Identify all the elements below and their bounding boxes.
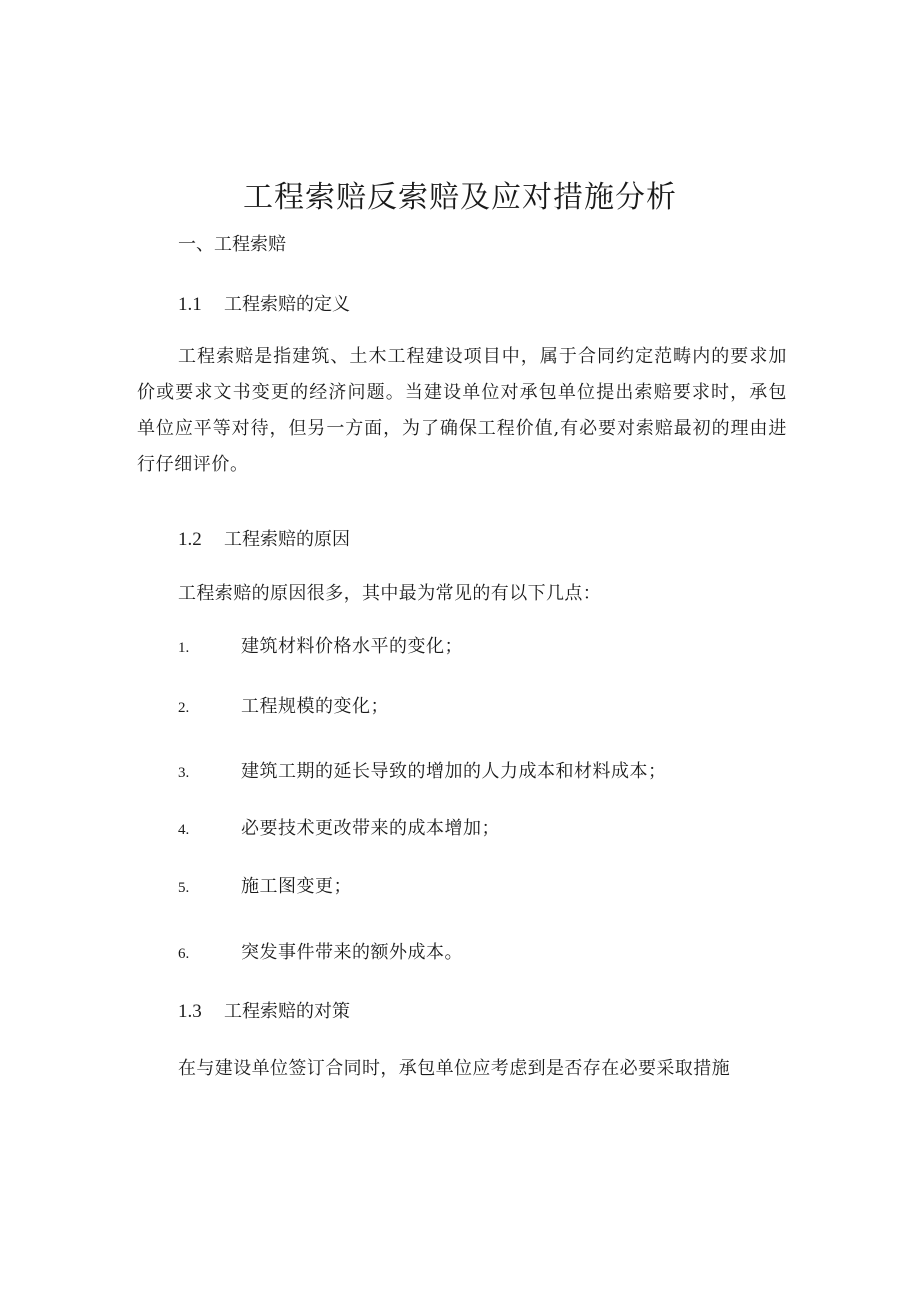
list-item-number: 6. [178, 946, 190, 962]
subsection-number: 1.2 [178, 529, 202, 550]
list-item-number: 1. [178, 640, 190, 656]
list-item-number: 3. [178, 765, 190, 781]
list-item [178, 816, 500, 843]
subsection-heading-1-2 [178, 527, 350, 553]
list-item [178, 694, 389, 721]
list-item [178, 759, 667, 786]
section-heading-1: 一、工程索赔 [178, 234, 286, 255]
list-item [178, 874, 352, 901]
subsection-number: 1.1 [178, 294, 202, 315]
list-item-text: 建筑工期的延长导致的增加的人力成本和材料成本； [241, 761, 667, 782]
subsection-heading-1-1 [178, 292, 350, 318]
list-item-text: 必要技术更改带来的成本增加； [241, 818, 500, 839]
list-item-number: 5. [178, 880, 190, 896]
list-item-text: 建筑材料价格水平的变化； [241, 636, 463, 657]
subsection-heading-1-3 [178, 999, 350, 1025]
list-item [178, 634, 463, 661]
list-item-text: 工程规模的变化； [241, 696, 389, 717]
definition-paragraph: 工程索赔是指建筑、土木工程建设项目中，属于合同约定范畴内的要求加价或要求文书变更的经济问题。当建设单位对承包单位提出索赔要求时，承包单位应平等对待，但另一方面，为了确保工程价值,有必要对索赔最初的理由进行仔细评价。 [137, 346, 787, 475]
countermeasure-paragraph: 在与建设单位签订合同时，承包单位应考虑到是否存在必要采取措施 [178, 1058, 730, 1079]
causes-intro: 工程索赔的原因很多，其中最为常见的有以下几点： [178, 583, 602, 604]
subsection-title: 工程索赔的对策 [224, 1001, 350, 1022]
subsection-title: 工程索赔的定义 [224, 294, 350, 315]
subsection-number: 1.3 [178, 1001, 202, 1022]
list-item-number: 2. [178, 700, 190, 716]
list-item [178, 940, 463, 967]
document-title: 工程索赔反索赔及应对措施分析 [243, 180, 677, 215]
subsection-title: 工程索赔的原因 [224, 529, 350, 550]
list-item-text: 施工图变更； [241, 876, 352, 897]
list-item-text: 突发事件带来的额外成本。 [241, 942, 463, 963]
list-item-number: 4. [178, 822, 190, 838]
